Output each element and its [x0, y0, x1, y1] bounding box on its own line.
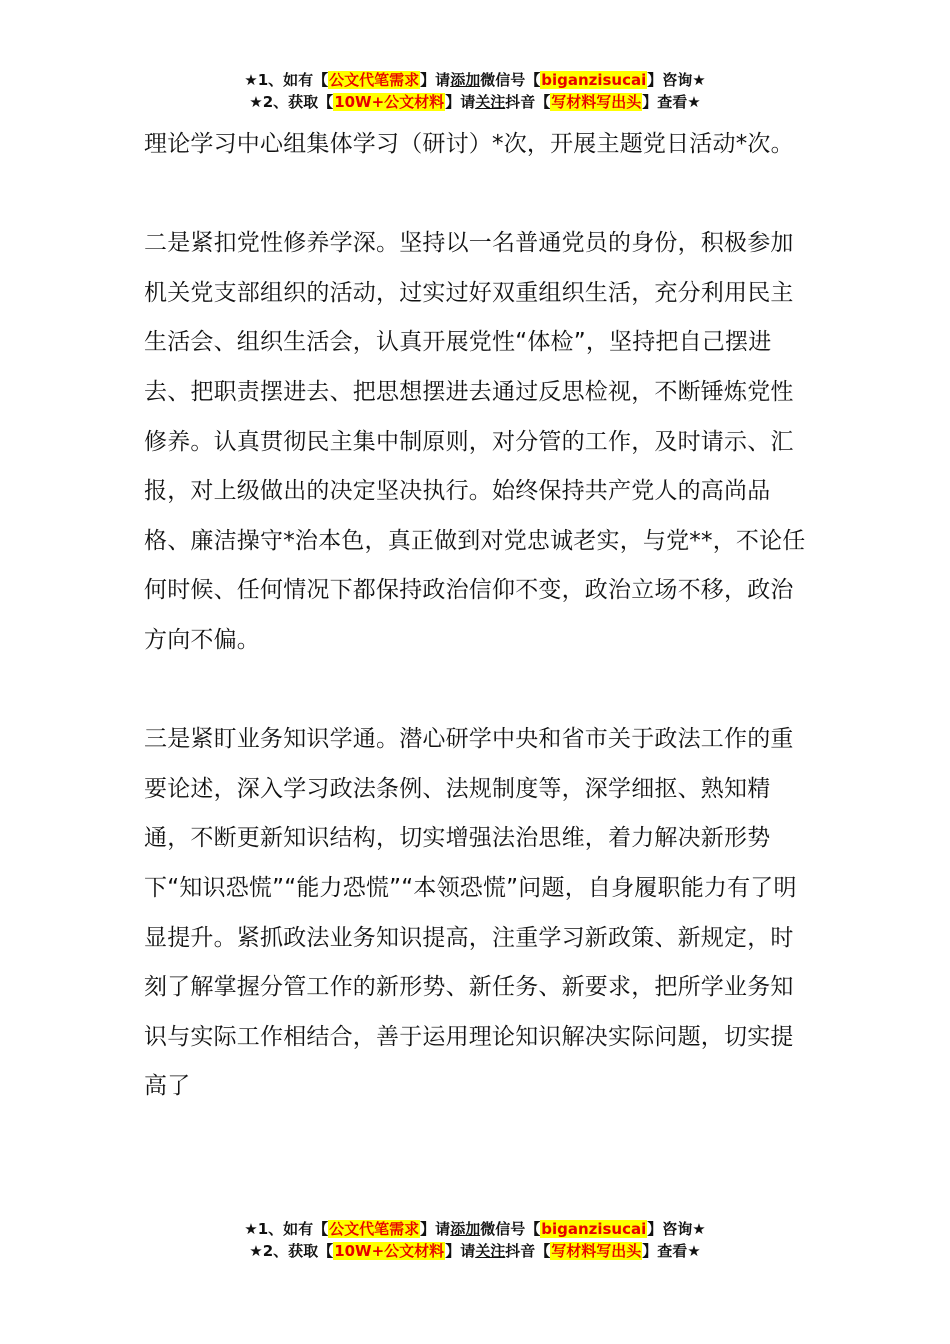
footer-highlight-douyin-id: 写材料写出头 [551, 1242, 642, 1260]
paragraph-spacer [144, 666, 814, 716]
header-line-1-text: 】请 [420, 71, 451, 89]
header-highlight-wechat-id: biganzisucai [541, 71, 647, 89]
footer-line-2 [0, 1240, 950, 1262]
footer-banner [0, 1218, 950, 1262]
header-line-2-suffix: 】查看★ [642, 93, 701, 111]
footer-underline-add: 添加 [450, 1220, 481, 1238]
footer-line-1-text: 】请 [420, 1220, 451, 1238]
header-line-2 [0, 91, 950, 113]
footer-highlight-materials: 10W+公文材料 [334, 1242, 445, 1260]
footer-underline-follow: 关注 [475, 1242, 506, 1260]
header-line-1 [0, 69, 950, 91]
footer-line-2-prefix: ★2、获取【 [249, 1242, 334, 1260]
header-line-1-suffix: 】咨询★ [647, 71, 706, 89]
footer-line-1-prefix: ★1、如有【 [244, 1220, 329, 1238]
header-underline-follow: 关注 [475, 93, 506, 111]
header-banner [0, 69, 950, 113]
document-body [144, 120, 814, 1112]
footer-line-2-douyin-label: 抖音【 [505, 1242, 551, 1260]
header-line-1-wechat-label: 微信号【 [480, 71, 541, 89]
footer-line-1-suffix: 】咨询★ [647, 1220, 706, 1238]
footer-highlight-ghostwriting: 公文代笔需求 [329, 1220, 420, 1238]
footer-line-1-wechat-label: 微信号【 [480, 1220, 541, 1238]
paragraph-3: 三是紧盯业务知识学通。潜心研学中央和省市关于政法工作的重要论述，深入学习政法条例、法规制度等，深学细抠、熟知精通，不断更新知识结构，切实增强法治思维，着力解决新形势下“知识恐慌”“能力恐慌”“本领恐慌”问题，自身履职能力有了明显提升。紧抓政法业务知识提高，注重学习新政策、新规定，时刻了解掌握分管工作的新形势、新任务、新要求，把所学业务知识与实际工作相结合，善于运用理论知识解决实际问题，切实提高了 [144, 726, 797, 1100]
paragraph-spacer [144, 170, 814, 220]
footer-line-1 [0, 1218, 950, 1240]
footer-highlight-wechat-id: biganzisucai [541, 1220, 647, 1238]
header-line-2-text: 】请 [445, 93, 476, 111]
header-highlight-douyin-id: 写材料写出头 [551, 93, 642, 111]
footer-line-2-suffix: 】查看★ [642, 1242, 701, 1260]
header-highlight-ghostwriting: 公文代笔需求 [329, 71, 420, 89]
paragraph-1: 理论学习中心组集体学习（研讨）*次，开展主题党日活动*次。 [144, 131, 794, 157]
header-line-2-douyin-label: 抖音【 [505, 93, 551, 111]
header-underline-add: 添加 [450, 71, 481, 89]
header-line-2-prefix: ★2、获取【 [249, 93, 334, 111]
header-line-1-prefix: ★1、如有【 [244, 71, 329, 89]
paragraph-2: 二是紧扣党性修养学深。坚持以一名普通党员的身份，积极参加机关党支部组织的活动，过实过好双重组织生活，充分利用民主生活会、组织生活会，认真开展党性“体检”，坚持把自己摆进去、把职责摆进去、把思想摆进去通过反思检视，不断锤炼党性修养。认真贯彻民主集中制原则，对分管的工作，及时请示、汇报，对上级做出的决定坚决执行。始终保持共产党人的高尚品格、廉洁操守*治本色，真正做到对党忠诚老实，与党**，不论任何时候、任何情况下都保持政治信仰不变，政治立场不移，政治方向不偏。 [144, 230, 806, 653]
footer-line-2-text: 】请 [445, 1242, 476, 1260]
header-highlight-materials: 10W+公文材料 [334, 93, 445, 111]
